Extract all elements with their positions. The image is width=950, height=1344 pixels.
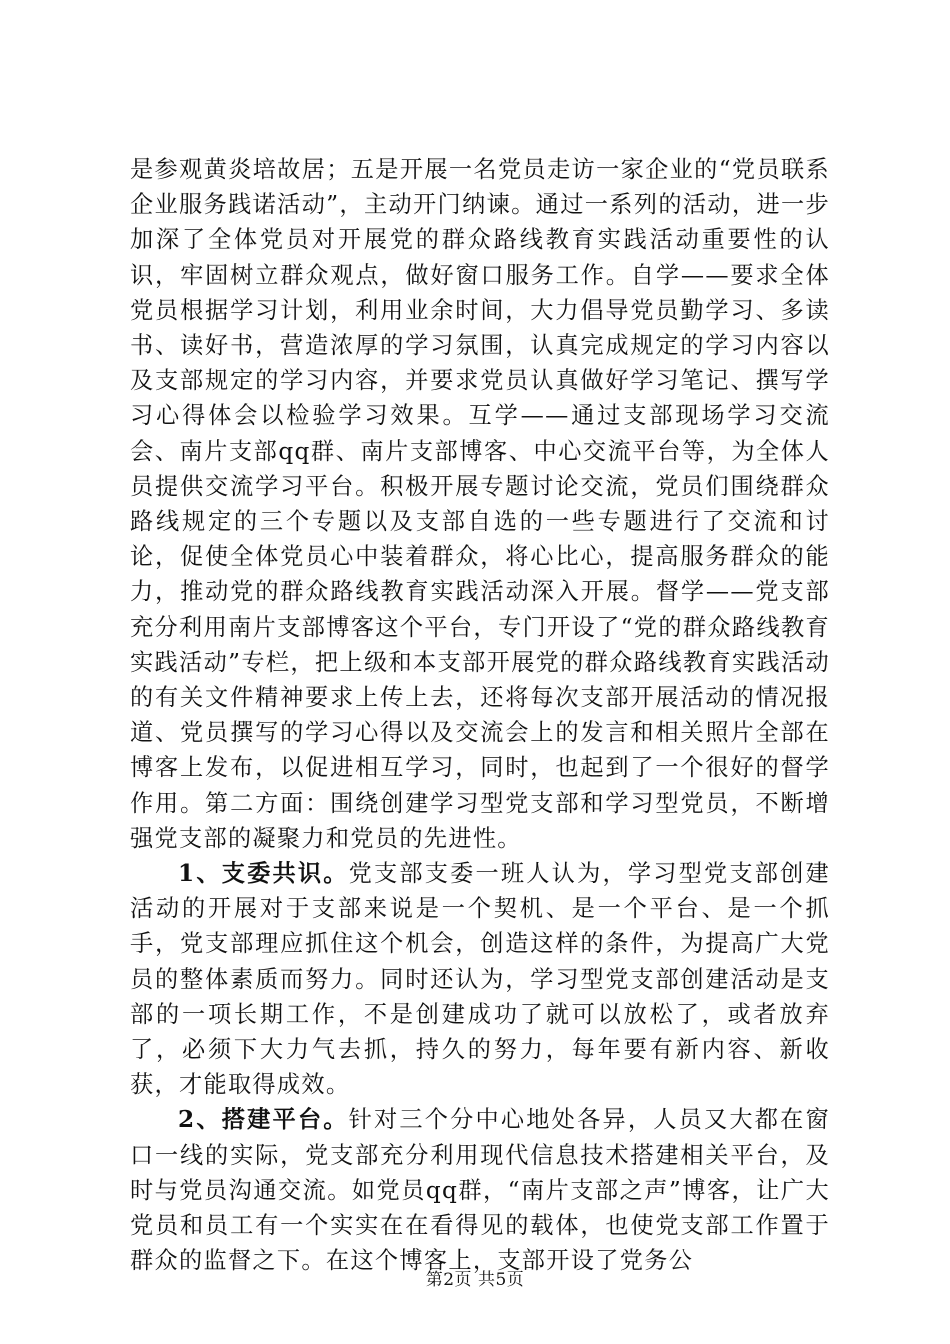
page-footer bbox=[0, 1270, 950, 1290]
document-body bbox=[130, 152, 830, 1279]
page-number-label: 第2页 共5页 bbox=[425, 1270, 525, 1290]
paragraph-text: 针对三个分中心地处各异，人员又大都在窗口一线的实际，党支部充分利用现代信息技术搭建相关平台，及时与党员沟通交流。如党员qq群，“南片支部之声”博客，让广大党员和员工有一个实实在在看得见的载体，也使党支部工作置于群众的监督之下。在这个博客上，支部开设了党务公 bbox=[130, 1106, 830, 1275]
paragraph-build-platform bbox=[130, 1102, 830, 1278]
paragraph-committee-consensus bbox=[130, 856, 830, 1102]
paragraph-text: 是参观黄炎培故居；五是开展一名党员走访一家企业的“党员联系企业服务践诺活动”，主动开门纳谏。通过一系列的活动，进一步加深了全体党员对开展党的群众路线教育实践活动重要性的认识，牢固树立群众观点，做好窗口服务工作。自学——要求全体党员根据学习计划，利用业余时间，大力倡导党员勤学习、多读书、读好书，营造浓厚的学习氛围，认真完成规定的学习内容以及支部规定的学习内容，并要求党员认真做好学习笔记、撰写学习心得体会以检验学习效果。互学——通过支部现场学习交流会、南片支部qq群、南片支部博客、中心交流平台等，为全体人员提供交流学习平台。积极开展专题讨论交流，党员们围绕群众路线规定的三个专题以及支部自选的一些专题进行了交流和讨论，促使全体党员心中装着群众，将心比心，提高服务群众的能力，推动党的群众路线教育实践活动深入开展。督学——党支部充分利用南片支部博客这个平台，专门开设了“党的群众路线教育实践活动”专栏，把上级和本支部开展党的群众路线教育实践活动的有关文件精神要求上传上去，还将每次支部开展活动的情况报道、党员撰写的学习心得以及交流会上的发言和相关照片全部在博客上发布，以促进相互学习，同时，也起到了一个很好的督学作用。第二方面：围绕创建学习型党支部和学习型党员，不断增强党支部的凝聚力和党员的先进性。 bbox=[130, 156, 830, 852]
paragraph-continuation bbox=[130, 152, 830, 856]
paragraph-heading: 1、支委共识。 bbox=[178, 860, 349, 888]
paragraph-heading: 2、搭建平台。 bbox=[178, 1106, 349, 1134]
paragraph-text: 党支部支委一班人认为，学习型党支部创建活动的开展对于支部来说是一个契机、是一个平台、是一个抓手，党支部理应抓住这个机会，创造这样的条件，为提高广大党员的整体素质而努力。同时还认为，学习型党支部创建活动是支部的一项长期工作，不是创建成功了就可以放松了，或者放弃了，必须下大力气去抓，持久的努力，每年要有新内容、新收获，才能取得成效。 bbox=[130, 860, 830, 1099]
